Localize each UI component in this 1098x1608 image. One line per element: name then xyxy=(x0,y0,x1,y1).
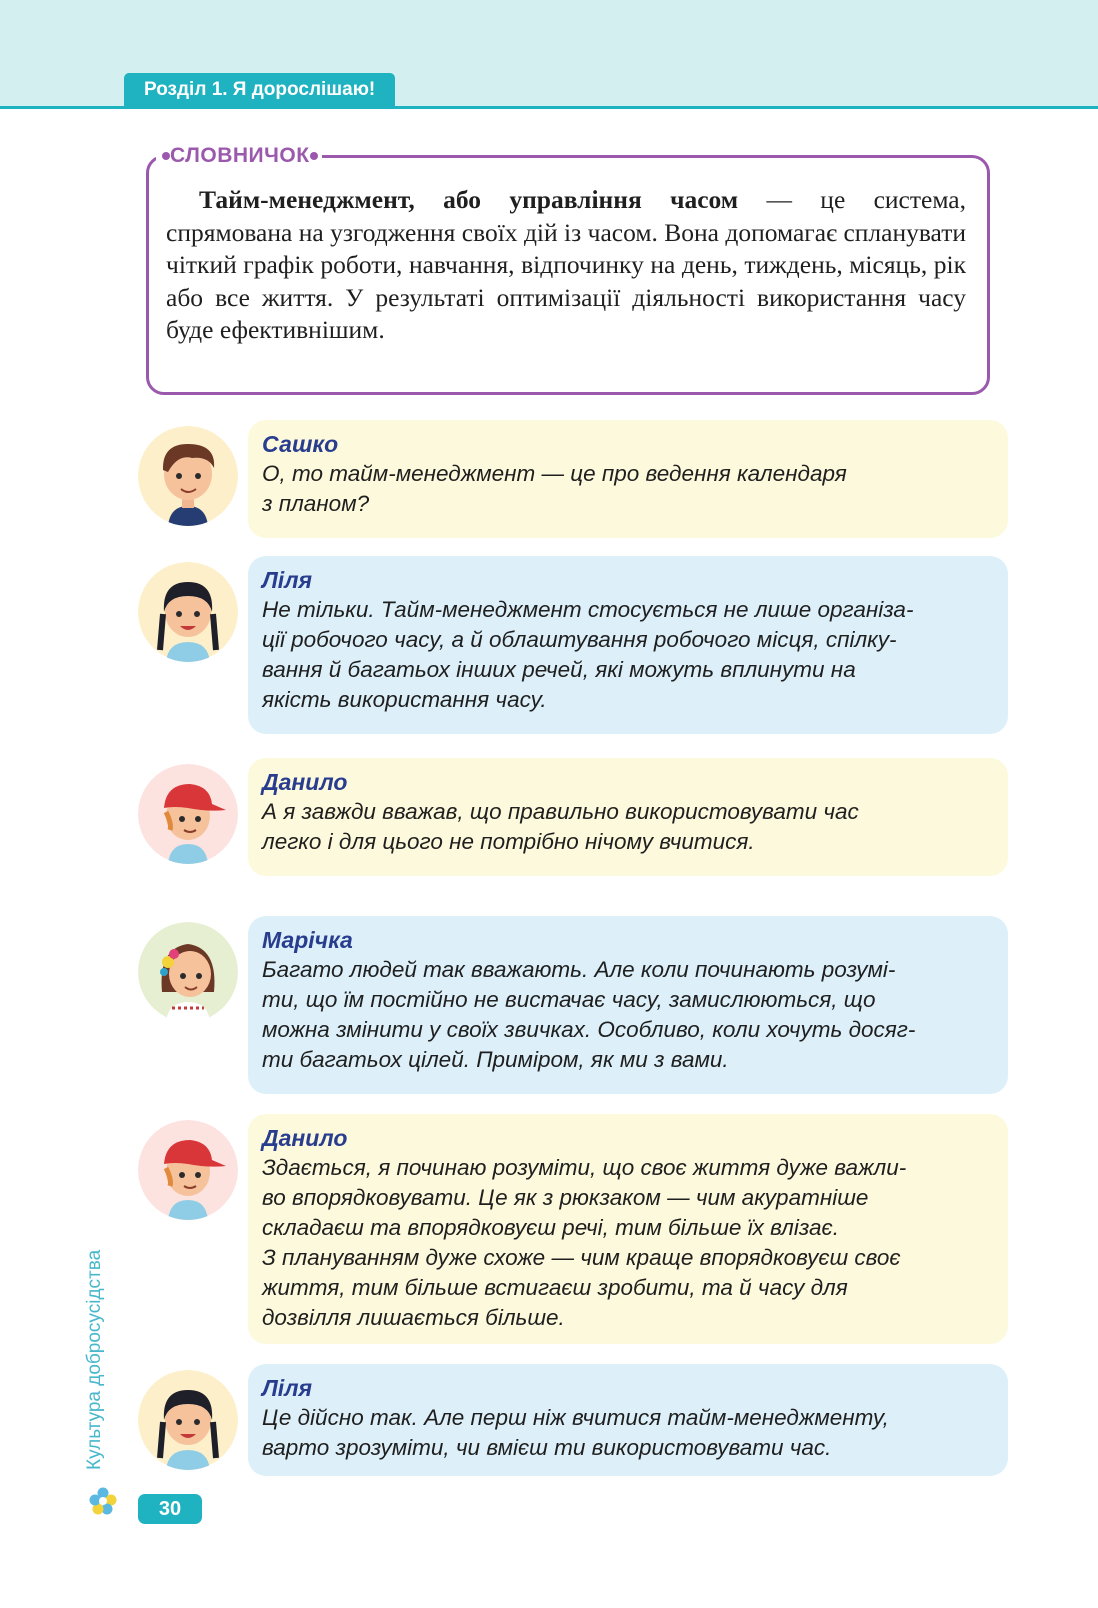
speech-bubble xyxy=(248,916,1008,1094)
glossary-definition xyxy=(166,184,966,347)
speech-bubble xyxy=(248,758,1008,876)
speech-line: ти багатьох цілей. Приміром, як ми з вами. xyxy=(262,1047,729,1072)
side-label: Культура добросусідства xyxy=(84,1249,105,1470)
speech-line: складаєш та впорядковуєш речі, тим більше їх влізає. xyxy=(262,1215,839,1240)
speaker-name: Марічка xyxy=(262,927,353,953)
speech-line: з планом? xyxy=(262,491,370,516)
speaker-name: Ліля xyxy=(262,567,313,593)
bullet-dot-icon xyxy=(162,152,170,160)
speech-bubble xyxy=(248,1364,1008,1476)
page-number: 30 xyxy=(138,1494,202,1524)
bullet-dot-icon xyxy=(310,152,318,160)
speaker-name: Сашко xyxy=(262,431,339,457)
speech-line: ти, що їм постійно не вистачає часу, замислюються, що xyxy=(262,987,876,1012)
girl-lilia-avatar xyxy=(138,562,238,662)
glossary-box xyxy=(146,144,990,395)
dialogue-item xyxy=(138,758,1008,876)
glossary-term: Тайм-менеджмент, або управління часом xyxy=(199,185,739,214)
speech-line: якість використання часу. xyxy=(262,687,547,712)
speech-line: А я завжди вважав, що правильно використовувати час xyxy=(262,799,859,824)
speech-line: життя, тим більше встигаєш зробити, та й часу для xyxy=(262,1275,848,1300)
speech-line: З плануванням дуже схоже — чим краще впорядковуєш своє xyxy=(262,1245,901,1270)
speech-line: Багато людей так вважають. Але коли починають розумі- xyxy=(262,957,896,982)
speech-bubble xyxy=(248,556,1008,734)
speech-bubble xyxy=(248,1114,1008,1344)
glossary-definition-text: — це система, спрямована на узгодження своїх дій із часом. Вона допомагає спланувати чіткий графік роботи, навчання, відпочинку на день, тиждень, місяць, рік або все життя. У результаті оптимізації діяльності використання часу буде ефективнішим. xyxy=(166,185,966,344)
speech-line: вання й багатьох інших речей, які можуть вплинути на xyxy=(262,657,856,682)
dialogue-item xyxy=(138,1364,1008,1476)
boy-danylo-avatar xyxy=(138,764,238,864)
speech-line: Не тільки. Тайм-менеджмент стосується не лише організа- xyxy=(262,597,914,622)
speaker-name: Ліля xyxy=(262,1375,313,1401)
section-tab: Розділ 1. Я дорослішаю! xyxy=(124,73,395,106)
flower-icon xyxy=(88,1486,118,1516)
boy-sashko-avatar xyxy=(138,426,238,526)
girl-lilia-avatar xyxy=(138,1370,238,1470)
dialogue-item xyxy=(138,916,1008,1094)
boy-danylo-avatar xyxy=(138,1120,238,1220)
speech-line: можна змінити у своїх звичках. Особливо, коли хочуть досяг- xyxy=(262,1017,916,1042)
glossary-title xyxy=(156,143,322,169)
girl-marichka-avatar xyxy=(138,922,238,1022)
speech-line: Це дійсно так. Але перш ніж вчитися тайм-менеджменту, xyxy=(262,1405,889,1430)
speech-line: О, то тайм-менеджмент — це про ведення календаря xyxy=(262,461,847,486)
speaker-name: Данило xyxy=(262,769,348,795)
speech-line: во впорядковувати. Це як з рюкзаком — чим акуратніше xyxy=(262,1185,869,1210)
speech-line: дозвілля лишається більше. xyxy=(262,1305,565,1330)
speech-line: Здається, я починаю розуміти, що своє життя дуже важли- xyxy=(262,1155,907,1180)
speech-line: варто зрозуміти, чи вмієш ти використовувати час. xyxy=(262,1435,832,1460)
dialogue-item xyxy=(138,556,1008,734)
speech-bubble xyxy=(248,420,1008,538)
speech-line: ції робочого часу, а й облаштування робочого місця, спілку- xyxy=(262,627,897,652)
dialogue-item xyxy=(138,1114,1008,1344)
speech-line: легко і для цього не потрібно нічому вчитися. xyxy=(262,829,755,854)
speaker-name: Данило xyxy=(262,1125,348,1151)
dialogue-item xyxy=(138,420,1008,538)
glossary-title-text: СЛОВНИЧОК xyxy=(170,144,310,167)
